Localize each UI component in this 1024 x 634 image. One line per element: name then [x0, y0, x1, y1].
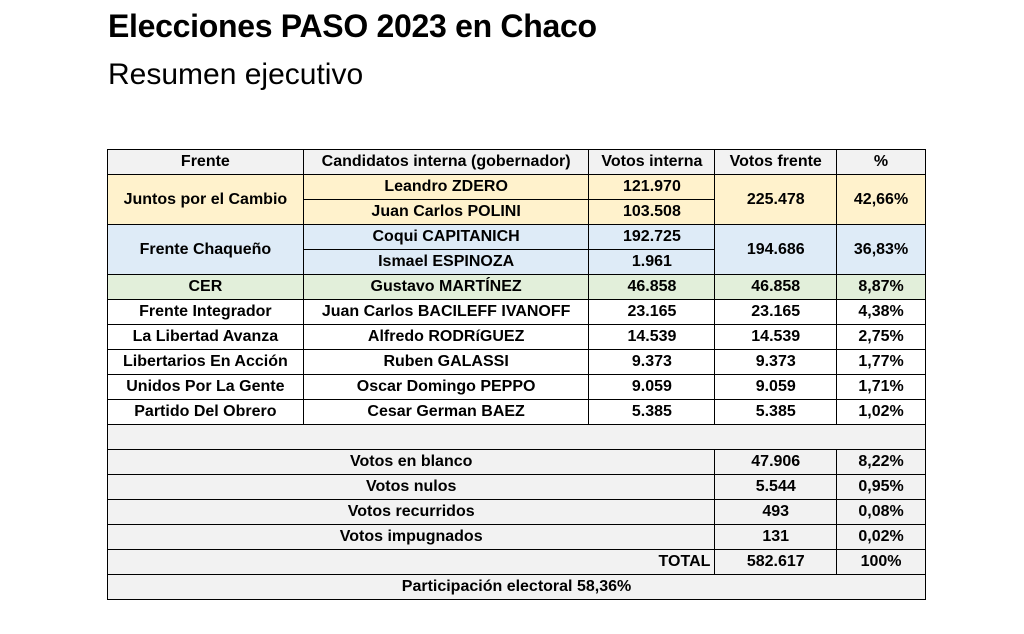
candidato-cell: Alfredo RODRíGUEZ: [303, 325, 589, 350]
table-header-row: [108, 150, 926, 175]
porcentaje-cell: 36,83%: [837, 225, 926, 275]
total-votos: 582.617: [715, 550, 837, 575]
table-row: [108, 525, 926, 550]
column-header-votos-frente: Votos frente: [715, 150, 837, 175]
table-row: [108, 300, 926, 325]
column-header-candidatos: Candidatos interna (gobernador): [303, 150, 589, 175]
otros-label-cell: Votos recurridos: [108, 500, 715, 525]
total-row: [108, 550, 926, 575]
porcentaje-cell: 0,08%: [837, 500, 926, 525]
total-porcentaje: 100%: [837, 550, 926, 575]
otros-label-cell: Votos impugnados: [108, 525, 715, 550]
column-header-frente: Frente: [108, 150, 304, 175]
table-row: [108, 175, 926, 200]
porcentaje-cell: 1,71%: [837, 375, 926, 400]
porcentaje-cell: 4,38%: [837, 300, 926, 325]
table-row: [108, 375, 926, 400]
spacer-cell: [108, 425, 926, 450]
votos-frente-cell: 5.385: [715, 400, 837, 425]
participacion-cell: Participación electoral 58,36%: [108, 575, 926, 600]
votos-frente-cell: 23.165: [715, 300, 837, 325]
candidato-cell: Ismael ESPINOZA: [303, 250, 589, 275]
votos-frente-cell: 194.686: [715, 225, 837, 275]
votos-frente-cell: 14.539: [715, 325, 837, 350]
votos-cell: 493: [715, 500, 837, 525]
results-table: [107, 149, 926, 600]
candidato-cell: Gustavo MARTÍNEZ: [303, 275, 589, 300]
porcentaje-cell: 2,75%: [837, 325, 926, 350]
votos-interna-cell: 192.725: [589, 225, 715, 250]
otros-label-cell: Votos en blanco: [108, 450, 715, 475]
otros-label-cell: Votos nulos: [108, 475, 715, 500]
table-row: [108, 325, 926, 350]
table-row: [108, 225, 926, 250]
votos-interna-cell: 14.539: [589, 325, 715, 350]
table-row: [108, 275, 926, 300]
candidato-cell: Oscar Domingo PEPPO: [303, 375, 589, 400]
porcentaje-cell: 42,66%: [837, 175, 926, 225]
table-row: [108, 450, 926, 475]
candidato-cell: Juan Carlos POLINI: [303, 200, 589, 225]
participacion-row: [108, 575, 926, 600]
votos-cell: 47.906: [715, 450, 837, 475]
votos-interna-cell: 23.165: [589, 300, 715, 325]
frente-cell: Libertarios En Acción: [108, 350, 304, 375]
page-subtitle: Resumen ejecutivo: [108, 58, 364, 91]
votos-frente-cell: 225.478: [715, 175, 837, 225]
porcentaje-cell: 1,02%: [837, 400, 926, 425]
porcentaje-cell: 0,02%: [837, 525, 926, 550]
frente-cell: Frente Integrador: [108, 300, 304, 325]
candidato-cell: Juan Carlos BACILEFF IVANOFF: [303, 300, 589, 325]
table-row: [108, 400, 926, 425]
frente-cell: Juntos por el Cambio: [108, 175, 304, 225]
column-header-porcentaje: %: [837, 150, 926, 175]
votos-cell: 131: [715, 525, 837, 550]
votos-frente-cell: 9.373: [715, 350, 837, 375]
frente-cell: Unidos Por La Gente: [108, 375, 304, 400]
porcentaje-cell: 8,22%: [837, 450, 926, 475]
porcentaje-cell: 8,87%: [837, 275, 926, 300]
votos-interna-cell: 103.508: [589, 200, 715, 225]
page-title: Elecciones PASO 2023 en Chaco: [108, 8, 597, 44]
votos-frente-cell: 9.059: [715, 375, 837, 400]
table-row: [108, 475, 926, 500]
frente-cell: CER: [108, 275, 304, 300]
porcentaje-cell: 1,77%: [837, 350, 926, 375]
votos-interna-cell: 5.385: [589, 400, 715, 425]
spacer-row: [108, 425, 926, 450]
votos-interna-cell: 121.970: [589, 175, 715, 200]
candidato-cell: Ruben GALASSI: [303, 350, 589, 375]
votos-interna-cell: 9.059: [589, 375, 715, 400]
votos-interna-cell: 46.858: [589, 275, 715, 300]
votos-cell: 5.544: [715, 475, 837, 500]
porcentaje-cell: 0,95%: [837, 475, 926, 500]
table-row: [108, 350, 926, 375]
frente-cell: La Libertad Avanza: [108, 325, 304, 350]
frente-cell: Frente Chaqueño: [108, 225, 304, 275]
frente-cell: Partido Del Obrero: [108, 400, 304, 425]
total-label: TOTAL: [108, 550, 715, 575]
candidato-cell: Leandro ZDERO: [303, 175, 589, 200]
votos-interna-cell: 1.961: [589, 250, 715, 275]
votos-frente-cell: 46.858: [715, 275, 837, 300]
candidato-cell: Cesar German BAEZ: [303, 400, 589, 425]
table-row: [108, 500, 926, 525]
column-header-votos-interna: Votos interna: [589, 150, 715, 175]
votos-interna-cell: 9.373: [589, 350, 715, 375]
candidato-cell: Coqui CAPITANICH: [303, 225, 589, 250]
